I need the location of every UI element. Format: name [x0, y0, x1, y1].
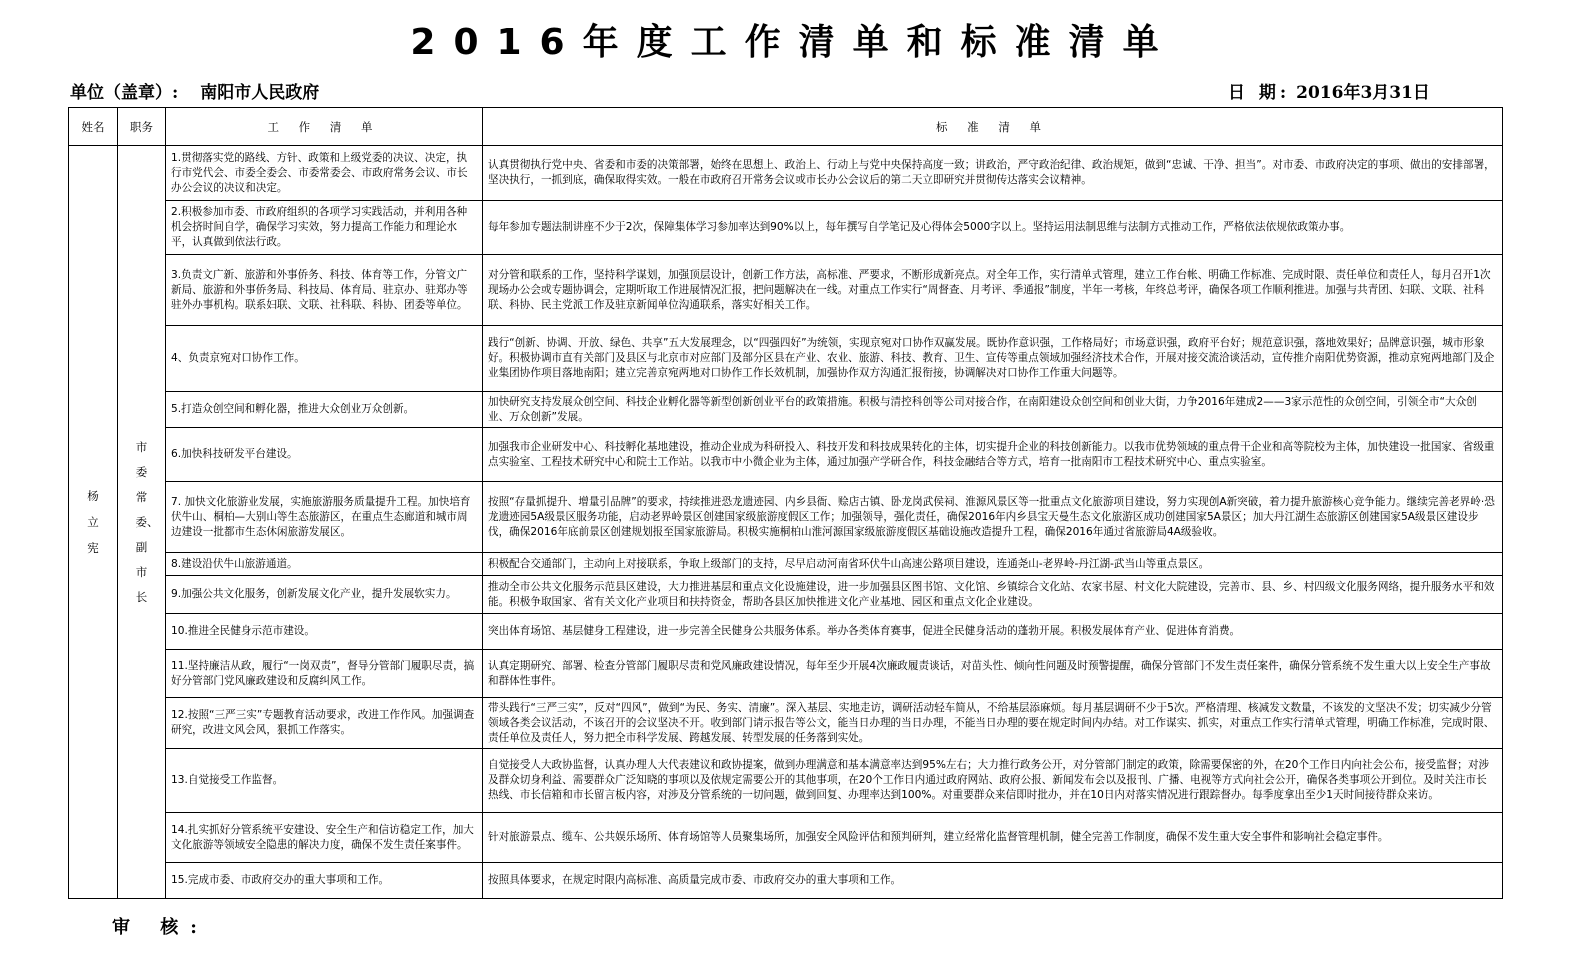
table-row [69, 482, 1503, 553]
table-row [69, 553, 1503, 576]
table-body [69, 146, 1503, 899]
work-item: 11.坚持廉洁从政，履行“一岗双责”，督导分管部门履职尽责，搞好分管部门党风廉政建设和反腐纠风工作。 [166, 650, 483, 698]
table-row [69, 392, 1503, 428]
work-item: 7. 加快文化旅游业发展，实施旅游服务质量提升工程。加快培育伏牛山、桐柏—大别山等生态旅游区，在重点生态廊道和城市周边建设一批都市生态休闲旅游发展区。 [166, 482, 483, 553]
table-row [69, 614, 1503, 650]
table-row [69, 813, 1503, 863]
standard-item: 推动全市公共文化服务示范县区建设，大力推进基层和重点文化设施建设，进一步加强县区图书馆、文化馆、乡镇综合文化站、农家书屋、村文化大院建设，完善市、县、乡、村四级文化服务网络，提升服务水平和效能。积极争取国家、省有关文化产业项目和扶持资金，帮助各县区加快推进文化产业基地、园区和重点文化企业建设。 [483, 576, 1503, 614]
person-position-cell [118, 146, 166, 899]
work-item: 6.加快科技研发平台建设。 [166, 428, 483, 482]
standard-item: 加快研究支持发展众创空间、科技企业孵化器等新型创新创业平台的政策措施。积极与清控科创等公司对接合作，在南阳建设众创空间和创业大街，力争2016年建成2——3家示范性的众创空间，引领全市“大众创业、万众创新”发展。 [483, 392, 1503, 428]
header-position: 职务 [118, 108, 166, 146]
person-name: 杨立宪 [87, 489, 99, 555]
work-item: 14.扎实抓好分管系统平安建设、安全生产和信访稳定工作，加大文化旅游等领域安全隐患的解决力度，确保不发生责任案事件。 [166, 813, 483, 863]
date-value: 2016年3月31日 [1296, 83, 1430, 103]
work-item: 1.贯彻落实党的路线、方针、政策和上级党委的决议、决定，执行市党代会、市委全委会、市委常委会、市政府常务会议、市长办公会议的决议和决定。 [166, 146, 483, 201]
table-row [69, 146, 1503, 201]
table-row [69, 201, 1503, 255]
table-row [69, 576, 1503, 614]
header-work-list: 工 作 清 单 [166, 108, 483, 146]
checklist-table [68, 107, 1503, 899]
standard-item: 突出体育场馆、基层健身工程建设，进一步完善全民健身公共服务体系。举办各类体育赛事，促进全民健身活动的蓬勃开展。积极发展体育产业、促进体育消费。 [483, 614, 1503, 650]
work-item: 15.完成市委、市政府交办的重大事项和工作。 [166, 863, 483, 899]
standard-item: 认真定期研究、部署、检查分管部门履职尽责和党风廉政建设情况，每年至少开展4次廉政履责谈话，对苗头性、倾向性问题及时预警提醒，确保分管部门不发生责任案件，确保分管系统不发生重大以上安全生产事故和群体性事件。 [483, 650, 1503, 698]
date-label: 日 期: [1228, 83, 1291, 103]
standard-item: 带头践行“三严三实”，反对“四风”，做到“为民、务实、清廉”。深入基层、实地走访，调研活动轻车简从，不给基层添麻烦。每月基层调研不少于5次。严格清理、核减发文数量，不该发的文坚决不发；切实减少分管领域各类会议活动，不该召开的会议坚决不开。收到部门请示报告等公文，能当日办理的当日办理，不能当日办理的要在规定时间内办结。对工作谋实、抓实，对重点工作实行清单式管理，明确工作标准，完成时限、责任单位及责任人，努力把全市科学发展、跨越发展、转型发展的任务落到实处。 [483, 698, 1503, 749]
page-title: 2016年度工作清单和标准清单 [410, 22, 1177, 63]
header-standard-list: 标 准 清 单 [483, 108, 1503, 146]
standard-item: 认真贯彻执行党中央、省委和市委的决策部署，始终在思想上、政治上、行动上与党中央保持高度一致；讲政治，严守政治纪律、政治规矩，做到“忠诚、干净、担当”。对市委、市政府决定的事项、做出的安排部署，坚决执行，一抓到底，确保取得实效。一般在市政府召开常务会议或市长办公会议后的第二天立即研究并贯彻传达落实会议精神。 [483, 146, 1503, 201]
table-header-row [69, 108, 1503, 146]
review-label: 审 核: [112, 917, 209, 938]
header-name: 姓名 [69, 108, 118, 146]
person-position: 市委常委、副市长 [135, 439, 159, 604]
work-item: 2.积极参加市委、市政府组织的各项学习实践活动，并利用各种机会挤时间自学，确保学习实效，努力提高工作能力和理论水平，认真做到依法行政。 [166, 201, 483, 255]
work-item: 4、负责京宛对口协作工作。 [166, 326, 483, 392]
work-item: 10.推进全民健身示范市建设。 [166, 614, 483, 650]
standard-item: 按照“存量抓提升、增量引品牌”的要求，持续推进恐龙遗迹园、内乡县衙、赊店古镇、卧龙岗武侯祠、淮源风景区等一批重点文化旅游项目建设，努力实现创A新突破，着力提升旅游核心竞争能力。继续完善老界岭·恐龙遗迹园5A级景区服务功能，启动老界岭景区创建国家级旅游度假区工作；加强领导，强化责任，确保2016年内乡县宝天曼生态文化旅游区成功创建国家5A景区；加大丹江湖生态旅游区创建国家5A级景区建设步伐，确保2016年底前景区创建规划报至国家旅游局。积极实施桐柏山淮河源国家级旅游度假区基础设施改造提升工程，确保2016年通过省旅游局4A级验收。 [483, 482, 1503, 553]
table-row [69, 428, 1503, 482]
table-row [69, 698, 1503, 749]
unit-value: 南阳市人民政府 [200, 83, 320, 103]
unit-label: 单位（盖章）: [70, 83, 179, 103]
table-row [69, 749, 1503, 813]
person-name-cell [69, 146, 118, 899]
standard-item: 积极配合交通部门，主动向上对接联系，争取上级部门的支持，尽早启动河南省环伏牛山高速公路项目建设，连通尧山-老界岭-丹江湖-武当山等重点景区。 [483, 553, 1503, 576]
standard-item: 每年参加专题法制讲座不少于2次，保障集体学习参加率达到90%以上，每年撰写自学笔记及心得体会5000字以上。坚持运用法制思维与法制方式推动工作，严格依法依规依政策办事。 [483, 201, 1503, 255]
table-row [69, 255, 1503, 326]
work-item: 13.自觉接受工作监督。 [166, 749, 483, 813]
work-item: 8.建设沿伏牛山旅游通道。 [166, 553, 483, 576]
unit-line [70, 78, 319, 103]
work-item: 5.打造众创空间和孵化器，推进大众创业万众创新。 [166, 392, 483, 428]
standard-item: 对分管和联系的工作，坚持科学谋划，加强顶层设计，创新工作方法，高标准、严要求，不断形成新亮点。对全年工作，实行清单式管理，建立工作台帐、明确工作标准、完成时限、责任单位和责任人，每月召开1次现场办公会或专题协调会，定期听取工作进展情况汇报，把问题解决在一线。对重点工作实行“周督查、月考评、季通报”制度，半年一考核，年终总考评，确保各项工作顺利推进。加强与共青团、妇联、文联、社科联、科协、民主党派工作及驻京新闻单位沟通联系，落实好相关工作。 [483, 255, 1503, 326]
standard-item: 针对旅游景点、缆车、公共娱乐场所、体育场馆等人员聚集场所，加强安全风险评估和预判研判，建立经常化监督管理机制，健全完善工作制度，确保不发生重大安全事件和影响社会稳定事件。 [483, 813, 1503, 863]
table-row [69, 863, 1503, 899]
table-row [69, 326, 1503, 392]
standard-item: 自觉接受人大政协监督，认真办理人大代表建议和政协提案，做到办理满意和基本满意率达到95%左右；大力推行政务公开，对分管部门制定的政策，除需要保密的外，在20个工作日内向社会公布，接受监督；对涉及群众切身利益、需要群众广泛知晓的事项以及依规定需要公开的其他事项，在20个工作日内通过政府网站、政府公报、新闻发布会以及报刊、广播、电视等方式向社会公开，确保各类事项公开到位。及时关注市长热线、市长信箱和市长留言板内容，对涉及分管系统的一切问题，做到回复、办理率达到100%。对重要群众来信即时批办，并在10日内对落实情况进行跟踪督办。每季度拿出至少1天时间接待群众来访。 [483, 749, 1503, 813]
work-item: 12.按照“三严三实”专题教育活动要求，改进工作作风。加强调查研究，改进文风会风，狠抓工作落实。 [166, 698, 483, 749]
standard-item: 加强我市企业研发中心、科技孵化基地建设，推动企业成为科研投入、科技开发和科技成果转化的主体，切实提升企业的科技创新能力。以我市优势领域的重点骨干企业和高等院校为主体，加快建设一批国家、省级重点实验室、工程技术研究中心和院士工作站。以我市中小微企业为主体，通过加强产学研合作，科技金融结合等方式，培育一批南阳市工程技术研究中心、重点实验室。 [483, 428, 1503, 482]
work-item: 9.加强公共文化服务，创新发展文化产业，提升发展软实力。 [166, 576, 483, 614]
table-row [69, 650, 1503, 698]
work-item: 3.负责文广新、旅游和外事侨务、科技、体育等工作，分管文广新局、旅游和外事侨务局、科技局、体育局、驻京办、驻郑办等驻外办事机构。联系妇联、文联、社科联、科协、团委等单位。 [166, 255, 483, 326]
standard-item: 按照具体要求，在规定时限内高标准、高质量完成市委、市政府交办的重大事项和工作。 [483, 863, 1503, 899]
standard-item: 践行“创新、协调、开放、绿色、共享”五大发展理念，以“四强四好”为统领，实现京宛对口协作双赢发展。既协作意识强，工作格局好；市场意识强，政府平台好；规范意识强，落地效果好；品牌意识强，城市形象好。积极协调市直有关部门及县区与北京市对应部门及部分区县在产业、农业、旅游、科技、教育、卫生、宣传等重点领域加强经济技术合作，开展对接交流洽谈活动，宣传推介南阳优势资源，推动京宛两地部门及企业集团协作项目落地南阳；建立完善京宛两地对口协作工作长效机制，加强协作双方沟通汇报衔接，协调解决对口协作工作重大问题等。 [483, 326, 1503, 392]
date-line [1228, 78, 1430, 103]
